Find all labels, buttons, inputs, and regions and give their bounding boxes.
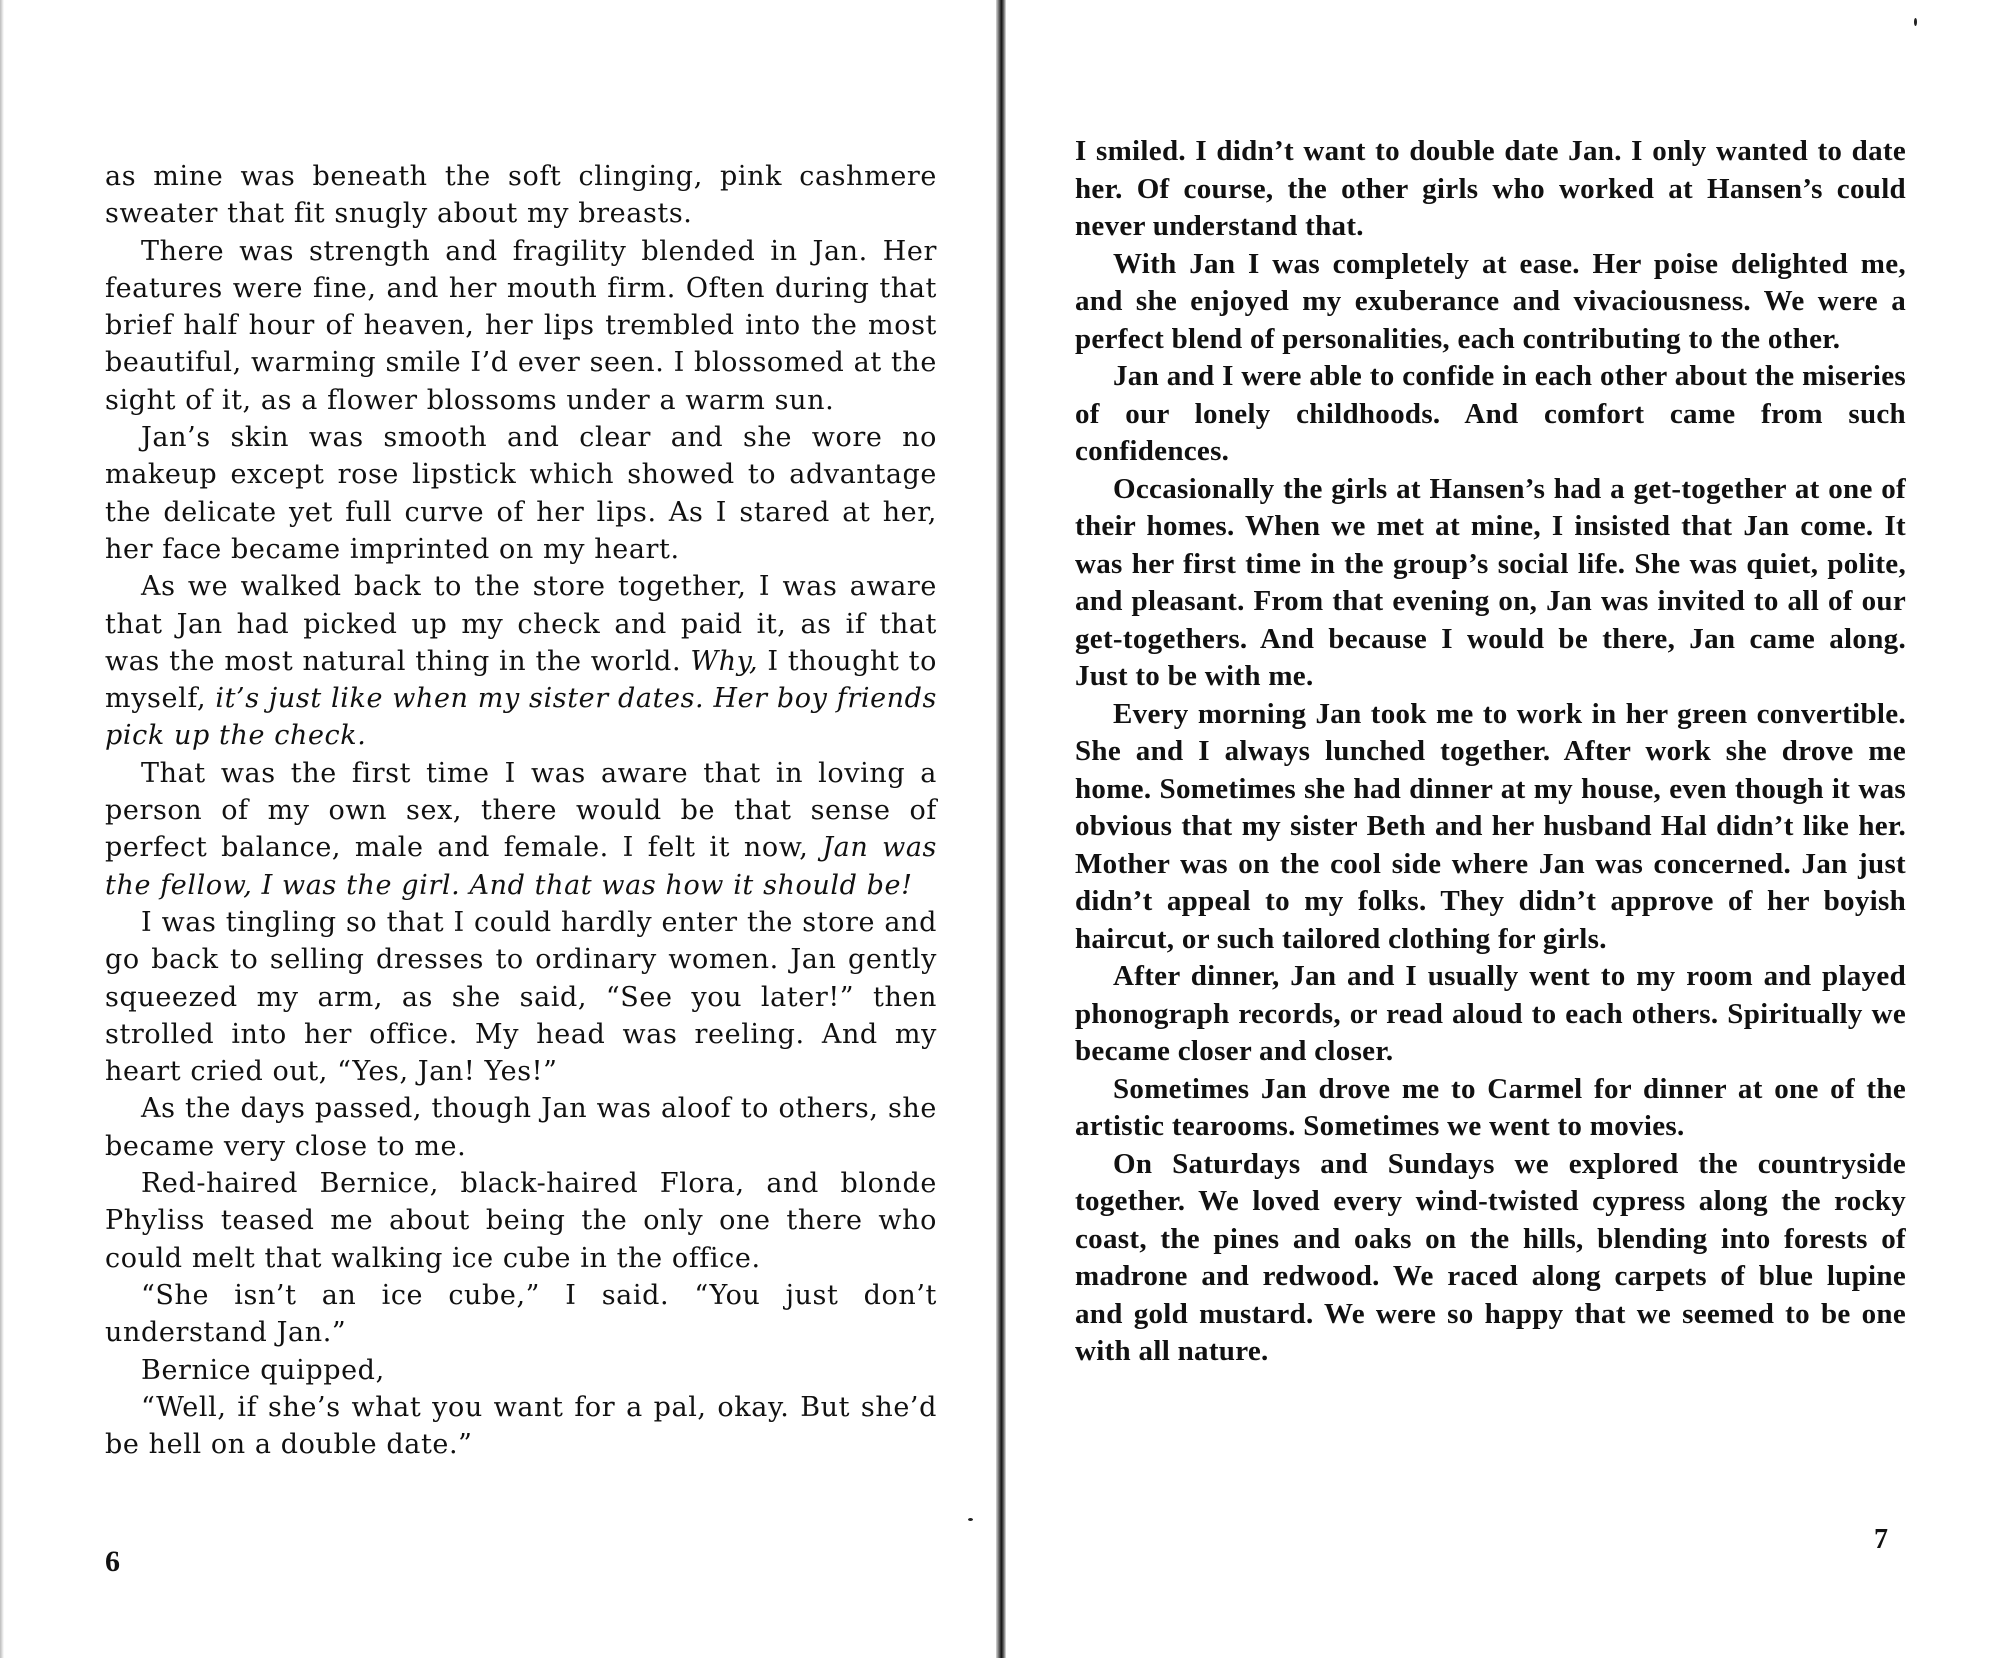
paragraph [105,755,937,904]
paragraph [1075,246,1906,359]
text-run: I was tingling so that I could hardly enter the store and go back to selling dresses to ordinary women. Jan gently squeezed my arm, as she said, “See you later!” then strolled into her office. My head was reeling. And my heart cried out, “Yes, Jan! Yes!” [105,906,937,1088]
page-number-left: 6 [105,1545,120,1578]
paragraph [1075,1071,1906,1146]
text-run: There was strength and fragility blended in Jan. Her features were fine, and her mouth firm. Often during that brief half hour of heaven, her lips trembled into the most beautiful, warming smile I’d ever seen. I blossomed at the sight of it, as a flower blossoms under a warm sun. [105,235,937,416]
paragraph [1075,958,1906,1071]
paragraph [1075,133,1906,246]
paragraph [1075,471,1906,696]
ink-speck [1914,18,1917,26]
book-gutter [996,0,1006,1658]
paragraph [105,419,937,568]
text-run: as mine was beneath the soft clinging, pink cashmere sweater that fit snugly about my breasts. [105,161,937,230]
left-page-text [105,158,937,1463]
text-run: On Saturdays and Sundays we explored the countryside together. We loved every wind-twisted cypress along the rocky coast, the pines and oaks on the hills, blending into forests of madrone and redwood. We raced along carpets of blue lupine and gold mustard. We were so happy that we seemed to be one with all nature. [1075,1147,1906,1367]
paragraph [105,1090,937,1165]
italic-text: Jan was the fellow, I was the girl. And that was how it should be! [105,832,937,901]
text-run: That was the first time I was aware that in loving a person of my own sex, there would be that sense of perfect balance, male and female. I felt it now, [105,757,937,864]
paragraph [105,1277,937,1352]
paragraph [105,568,937,754]
text-run: Bernice quipped, [141,1354,385,1386]
text-run: Sometimes Jan drove me to Carmel for dinner at one of the artistic tearooms. Sometimes we went to movies. [1075,1072,1906,1142]
paragraph [105,904,937,1090]
text-run: With Jan I was completely at ease. Her poise delighted me, and she enjoyed my exuberance and vivaciousness. We were a perfect blend of personalities, each contributing to the other. [1075,247,1906,355]
text-run: Occasionally the girls at Hansen’s had a get-together at one of their homes. When we met at mine, I insisted that Jan come. It was her first time in the group’s social life. She was quiet, polite, and pleasant. From that evening on, Jan was invited to all of our get-togethers. And because I would be there, Jan came along. Just to be with me. [1075,472,1906,692]
text-run: Every morning Jan took me to work in her green convertible. She and I always lunched together. After work she drove me home. Sometimes she had dinner at my house, even though it was obvious that my sister Beth and her husband Hal didn’t like her. Mother was on the cool side where Jan was concerned. Jan just didn’t appeal to my folks. They didn’t approve of her boyish haircut, or such tailored clothing for girls. [1075,697,1906,955]
paragraph [105,233,937,419]
paragraph [1075,358,1906,471]
ink-speck [968,1518,973,1521]
paragraph [1075,1146,1906,1371]
text-run: I thought to myself, [105,645,937,715]
right-page [1006,0,1999,1658]
page-number-right: 7 [1874,1524,1888,1555]
italic-text: it’s just like when my sister dates. Her boy friends pick up the check. [105,683,937,752]
right-page-text [1075,133,1906,1371]
text-run: “She isn’t an ice cube,” I said. “You just don’t understand Jan.” [105,1279,937,1349]
paragraph [1075,696,1906,959]
paragraph [105,158,937,233]
paragraph [105,1389,937,1464]
italic-text: Why, [690,645,759,677]
paragraph [105,1352,937,1389]
text-run: Jan’s skin was smooth and clear and she wore no makeup except rose lipstick which showed to advantage the delicate yet full curve of her lips. As I stared at her, her face became imprinted on my heart. [105,422,937,565]
text-run: I smiled. I didn’t want to double date Jan. I only wanted to date her. Of course, the other girls who worked at Hansen’s could never understand that. [1075,135,1906,242]
text-run: “Well, if she’s what you want for a pal, okay. But she’d be hell on a double date.” [105,1391,937,1461]
text-run: As the days passed, though Jan was aloof to others, she became very close to me. [105,1093,937,1162]
text-run: Jan and I were able to confide in each other about the miseries of our lonely childhoods. And comfort came from such confidences. [1075,360,1906,467]
paragraph [105,1165,937,1277]
text-run: As we walked back to the store together, I was aware that Jan had picked up my check and paid it, as if that was the most natural thing in the world. [105,571,937,677]
text-run: After dinner, Jan and I usually went to my room and played phonograph records, or read aloud to each others. Spiritually we became closer and closer. [1075,960,1906,1067]
text-run: Red-haired Bernice, black-haired Flora, and blonde Phyliss teased me about being the only one there who could melt that walking ice cube in the office. [105,1168,937,1274]
